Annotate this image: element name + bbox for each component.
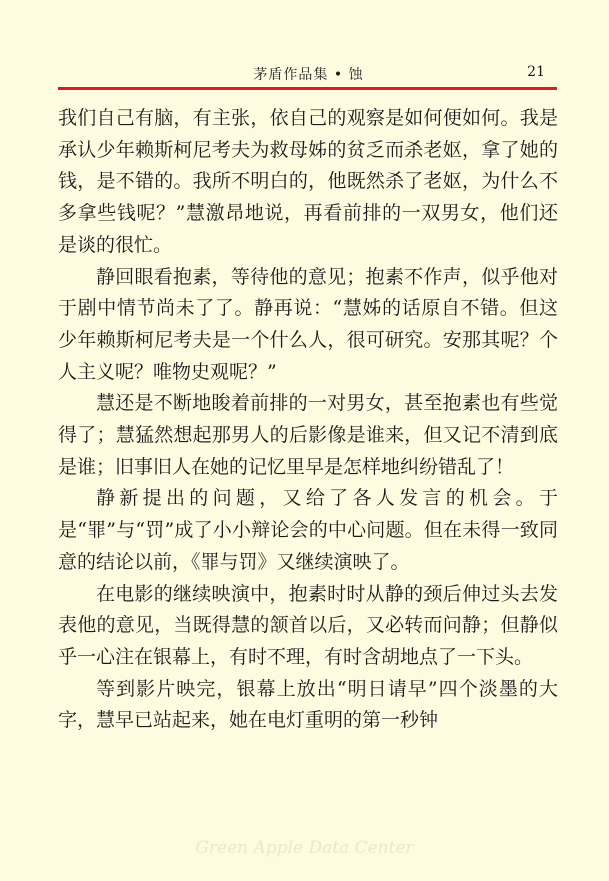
paragraph-3: 慧还是不断地睃着前排的一对男女，甚至抱素也有些觉得了；慧猛然想起那男人的后影像是谁来，但又记不清到底是谁；旧事旧人在她的记忆里早是怎样地纠纷错乱了！ <box>58 392 558 478</box>
paragraph-4: 静新提出的问题，又给了各人发言的机会。于是“罪”与“罚”成了小小辩论会的中心问题。但在未得一致同意的结论以前，《罪与罚》又继续演映了。 <box>58 487 558 573</box>
running-head: 茅盾作品集 • 蚀 <box>253 67 364 83</box>
paragraph-2: 静回眼看抱素，等待他的意见；抱素不作声，似乎他对于剧中情节尚未了了。静再说：“慧姊的话原自不错。但这少年赖斯柯尼考夫是一个什么人，很可研究。安那其呢？个人主义呢？唯物史观呢？” <box>58 265 558 383</box>
body-text <box>58 103 558 737</box>
paragraph-1: 我们自己有脑，有主张，依自己的观察是如何便如何。我是承认少年赖斯柯尼考夫为救母姊的贫乏而杀老妪，拿了她的钱，是不错的。我所不明白的，他既然杀了老妪，为什么不多拿些钱呢？”慧激昂地说，再看前排的一双男女，他们还是谈的很忙。 <box>58 107 558 256</box>
watermark: Green Apple Data Center <box>195 838 414 858</box>
paragraph-5: 在电影的继续映演中，抱素时时从静的颈后伸过头去发表他的意见，当既得慧的颔首以后，又必转而问静；但静似乎一心注在银幕上，有时不理，有时含胡地点了一下头。 <box>58 582 558 668</box>
page-number: 21 <box>527 64 545 80</box>
header-rule <box>58 87 557 90</box>
page-header <box>60 62 557 86</box>
paragraph-6: 等到影片映完，银幕上放出“明日请早”四个淡墨的大字，慧早已站起来，她在电灯重明的第一秒钟 <box>58 677 558 732</box>
